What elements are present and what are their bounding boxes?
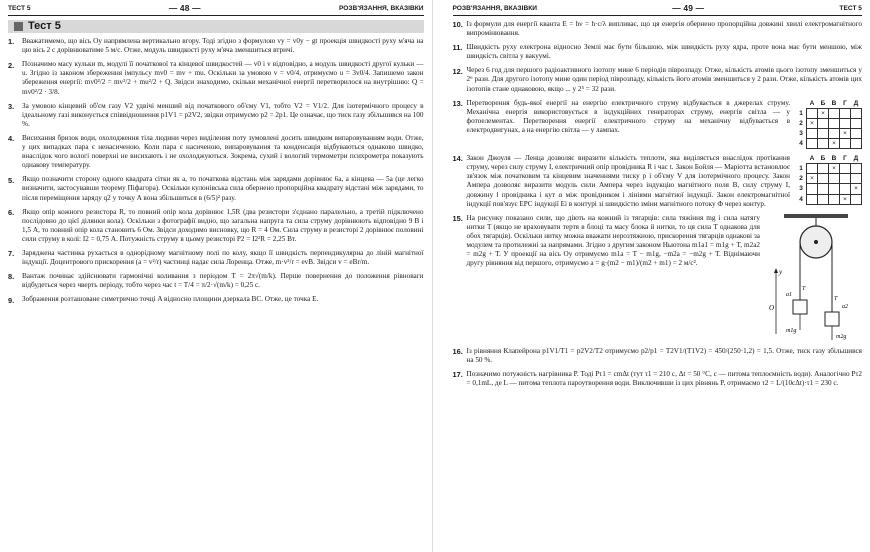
solution-item (8, 208, 424, 244)
item-number: 3. (8, 101, 15, 111)
item-text: Закон Джоуля — Ленца дозволяє виразити кількість теплоти, яка виділяється внаслідок протікання струму, через силу струму I, електричний опір провідника R і час t. Закон Бойля — Маріотта встановлює зв'язок між початковим та кінцевим значеннями тиску p і об'єму V для ізотермічного процесу. Закон Ампера дозволяє виразити модуль сили Ампера через індукцію магнітного поля B, силу струму I, довжину l провідника і кут α між провідником і лініями магнітної індукції. Закон електромагнітної індукції пов'язує ЕРС індукції Ei в контурі зі швидкістю зміни магнітного потоку Ф через контур. (466, 154, 790, 208)
right-page (439, 0, 870, 552)
item-number: 7. (8, 249, 15, 259)
grid-cell (807, 108, 818, 118)
grid-cell: × (807, 174, 818, 184)
solution-item (8, 60, 424, 96)
grid-row-header: 4 (799, 140, 803, 148)
grid-cell (818, 184, 829, 194)
grid-cell (840, 164, 851, 174)
label-a2: a2 (842, 303, 848, 310)
item-number: 5. (8, 175, 15, 185)
grid-cell (807, 128, 818, 138)
grid-cell (840, 118, 851, 128)
left-header-chapter: РОЗВ'ЯЗАННЯ, ВКАЗІВКИ (338, 5, 424, 13)
item-number: 8. (8, 272, 15, 282)
item-number: 16. (452, 346, 463, 356)
item-number: 1. (8, 37, 15, 47)
item-number: 17. (452, 370, 463, 380)
grid-cell: × (829, 139, 840, 149)
grid-cell: × (807, 118, 818, 128)
grid-row-header: 2 (799, 175, 803, 183)
grid-row-header: 3 (799, 129, 803, 137)
grid-cell (840, 108, 851, 118)
item-number: 2. (8, 60, 15, 70)
grid-cell (851, 174, 862, 184)
grid-cell (818, 139, 829, 149)
solution-item (8, 249, 424, 267)
solution-item (453, 20, 863, 38)
solution-item (453, 43, 863, 61)
grid-cell (840, 139, 851, 149)
solution-item (8, 295, 424, 304)
grid-cell (818, 164, 829, 174)
grid-cell (818, 194, 829, 204)
left-header-section: ТЕСТ 5 (8, 5, 31, 13)
axis-label-y: y (779, 267, 783, 276)
item-number: 13. (452, 98, 463, 108)
grid-cell: × (829, 164, 840, 174)
left-page (0, 0, 432, 552)
item-text: Вантаж починає здійснювати гармонічні коливання з періодом T = 2π√(m/k). Перше повернення до положення рівноваги відбудеться через чверть періоду, тобто через час t = T/4 = π/2·√(m/k) = 0,25 с. (22, 272, 424, 290)
item-number: 10. (452, 20, 463, 30)
item-text: Перетворення будь-якої енергії на енергію електричного струму відбувається в джерелах струму. Механічна енергія використовується в індукційних генераторах струму, енергія світла — у фотоелементах. Перетворення енергії електричного струму на механічну відбувається в електродвигунах, а на енергію світла — у лампах. (466, 98, 790, 134)
grid-cell: × (818, 108, 829, 118)
grid-cell (851, 118, 862, 128)
grid-cell (829, 118, 840, 128)
grid-cell (818, 174, 829, 184)
item-number: 4. (8, 134, 15, 144)
label-t2: T (834, 295, 838, 302)
solution-item (453, 214, 863, 342)
grid-cell (829, 194, 840, 204)
grid-column-header: Д (853, 99, 859, 107)
item-text: Якщо позначити сторону одного квадрата сітки як a, то початкова відстань між зарядами дорівнює 6a, а кінцева — 5a (це легко визначити, застосувавши теорему Піфагора). Оскільки кулонівська сила обернено пропорційна квадрату відстані між зарядами, то після переміщення заряду q2 у точку A вона збільшиться в (6/5)² разу. (22, 175, 424, 202)
item-text: Зображення розташоване симетрично точці A відносно площини дзеркала BC. Отже, це точка E. (22, 295, 319, 304)
grid-cell (829, 184, 840, 194)
item-number: 14. (452, 154, 463, 164)
grid-column-header: Б (820, 99, 826, 107)
item-text: Вважатимемо, що вісь Oy напрямлена вертикально вгору. Тоді згідно з формулою vy = v0y − gt проекція швидкості руху м'яча на цю вісь 2 с дорівнюватиме 5 м/с. Отже, модуль швидкості руху м'яча зменшиться втричі. (22, 37, 424, 55)
item-number: 6. (8, 207, 15, 217)
item-text: Із формули для енергії кванта E = hν = h·c/λ випливає, що ця енергія обернено пропорційна довжині хвилі електромагнітного випромінювання. (466, 20, 862, 38)
item-number: 11. (452, 43, 463, 53)
axis-label-o: O (769, 303, 775, 312)
solution-item (453, 66, 863, 93)
left-page-number: — 48 — (168, 3, 201, 14)
grid-cell: × (840, 194, 851, 204)
item-text: Із рівняння Клапейрона p1V1/T1 = p2V2/T2 отримуємо p2/p1 = T2V1/(T1V2) = 450/(250·1,2) = 1,5. Отже, тиск газу збільшився на 50 %. (466, 346, 862, 364)
grid-row-header: 2 (799, 119, 803, 127)
grid-row-header: 1 (799, 165, 803, 173)
solution-item (453, 347, 863, 365)
grid-column-header: Г (843, 99, 847, 107)
grid-column-header: Б (820, 155, 826, 163)
grid-cell (840, 184, 851, 194)
label-m2g: m2g (836, 333, 847, 340)
ceiling (784, 214, 848, 218)
pulley-figure (766, 214, 862, 342)
grid-cell (840, 174, 851, 184)
pulley-axle (814, 240, 818, 244)
solution-item (8, 272, 424, 290)
grid-row-header: 1 (799, 109, 803, 117)
item-text: На рисунку показано сили, що діють на кожний із тягарців: сила тяжіння mg і сила натягу нитки T (якщо не враховувати тертя в блоці та масу блока й нитки, то ця сила T однакова для обох тягарців). Оскільки нитку можна вважати нерозтяжною, прискорення тягарців однакові за модулем та протилежні за напрямами. Згідно з другим законом Ньютона m1a1 = m1g + T, m2a2 = m2g + T. У проекції на вісь Oy отримуємо m1a = T − m1g, −m2a = −m2g + T. Віднімаючи другу рівняння від першого, отримуємо a = g·(m2 − m1)/(m2 + m1) = 2 м/с². (466, 213, 760, 268)
grid-cell (851, 164, 862, 174)
solution-item (453, 154, 863, 209)
right-header-chapter: РОЗВ'ЯЗАННЯ, ВКАЗІВКИ (452, 5, 537, 13)
book-gutter (432, 0, 433, 552)
title-square-icon (14, 22, 23, 31)
grid-cell (851, 108, 862, 118)
grid-cell: × (851, 184, 862, 194)
grid-cell (851, 139, 862, 149)
label-m1g: m1g (786, 327, 797, 334)
grid-column-header: В (831, 99, 837, 107)
grid-cell (807, 164, 818, 174)
solution-item (453, 99, 863, 149)
item-text: Висихання бризок води, охолодження тіла людини через виділення поту зумовлені досить швидким випаровуванням води. Отже, у цих випадках пара є ненасиченою. Коли пара є насиченою, випаровування та конденсація відбуваються однаково швидко, внаслідок чого вологі поверхні не висихають і не охолоджуються. Зокрема, сухий і вологий термометри психрометра показують однакову температуру. (22, 133, 424, 170)
answer-grid-14 (796, 154, 862, 204)
item-text: Швидкість руху електрона відносно Землі має бути більшою, між швидкість руху ядра, проте вона має бути меншою, між швидкість світла у вакуумі. (466, 43, 862, 61)
grid-cell (851, 194, 862, 204)
grid-row-header: 4 (799, 195, 803, 203)
answer-grid-13 (796, 99, 862, 149)
grid-row-header: 3 (799, 185, 803, 193)
solution-item (8, 134, 424, 170)
test-title (8, 20, 424, 33)
item-number: 9. (8, 295, 15, 305)
grid-cell (807, 139, 818, 149)
solution-item (453, 370, 863, 388)
grid-cell (851, 128, 862, 138)
item-number: 15. (452, 213, 463, 223)
grid-column-header: А (809, 155, 815, 163)
item-text: Заряджена частинка рухається в однорідному магнітному полі по колу, якщо її швидкість перпендикулярна до ліній магнітної індукції. Доцентрового прискорення (a = v²/r) частинці надає сила Лоренца. Отже, m·v²/r = evB. Звідси v = eBr/m. (22, 248, 424, 267)
grid-column-header: А (809, 99, 815, 107)
grid-column-header: Д (853, 155, 859, 163)
grid-cell: × (840, 128, 851, 138)
grid-column-header: Г (843, 155, 847, 163)
right-header-section: ТЕСТ 5 (839, 5, 862, 13)
weight-left (793, 300, 807, 314)
test-title-text: Тест 5 (28, 20, 61, 32)
weight-right (825, 312, 839, 326)
item-text: Позначимо масу кульки m, модулі її початкової та кінцевої швидкостей — v0 і v відповідно, а модуль швидкості другої кульки — u. Згідно із законом збереження імпульсу mv0 = mv + mu. Оскільки за умовою v = v0/4, отримуємо u = 3v0/4. Запишемо закон збереження енергії: mv0²/2 = mv²/2 + mu²/2 + Q. Звідси знаходимо, скільки механічної енергії перетворилося на внутрішню: Q = mv0²/2 · 3/8. (22, 60, 424, 96)
label-t1: T (802, 285, 806, 292)
left-running-header (8, 4, 424, 16)
label-a1: a1 (786, 291, 792, 298)
grid-cell (829, 108, 840, 118)
item-number: 12. (452, 66, 463, 76)
grid-cell (807, 184, 818, 194)
solution-item (8, 102, 424, 129)
pulley-diagram (766, 214, 862, 342)
grid-column-header: В (831, 155, 837, 163)
y-axis-arrow (774, 268, 778, 273)
grid-cell (818, 118, 829, 128)
item-text: Якщо опір кожного резистора R, то повний опір кола дорівнює 1,5R (два резистори з'єднано паралельно, а третій підключено послідовно до цієї ділянки кола). Оскільки з фотографії видно, що загальна напруга та сила струму дорівнюють відповідно 9 В і 1,5 А, то повний опір кола становить 6 Ом. Звідси доходимо висновку, що R = 4 Ом. Сила струму в резисторі 2 дорівнює половині сили струму в колі: I2 = 0,75 А. Потужність струму в цьому резисторі P2 = I2²R = 2,25 Вт. (22, 207, 424, 243)
item-text: Позначимо потужність нагрівника P. Тоді Pτ1 = cmΔt (тут τ1 = 210 с, Δt = 50 °C, c — питома теплоємність води). Аналогічно Pτ2 = 0,1mL, де L — питома теплота пароутворення води. Виключивши із цих рівнянь P, отримаємо τ2 = L/(10cΔt)·τ1 = 230 с. (466, 369, 862, 387)
right-page-number: — 49 — (672, 3, 705, 14)
grid-cell (807, 194, 818, 204)
solution-item (8, 175, 424, 202)
right-running-header (453, 4, 863, 16)
grid-cell (818, 128, 829, 138)
solution-item (8, 37, 424, 55)
item-text: Через 6 год для першого радіоактивного ізотопу мине 6 періодів піврозпаду. Отже, кількість атомів цього ізотопу зменшиться у 2⁶ рази. Для другого ізотопу мине один період піврозпаду, кількість його атомів зменшиться у 2 рази. Отже, кількість атомів цих ізотопів стане однаковою, якщо ... у 2⁵ = 32 рази. (466, 66, 862, 93)
grid-cell (829, 174, 840, 184)
item-text: За умовою кінцевий об'єм газу V2 удвічі менший від початкового об'єму V1, тобто V2 = V1/2. Для ізотермічного процесу в ідеальному газі виконується співвідношення p1V1 = p2V2, звідки отримуємо p2 = 2p1. Це означає, що тиск газу збільшився на 100 %. (22, 101, 424, 128)
grid-cell (829, 128, 840, 138)
